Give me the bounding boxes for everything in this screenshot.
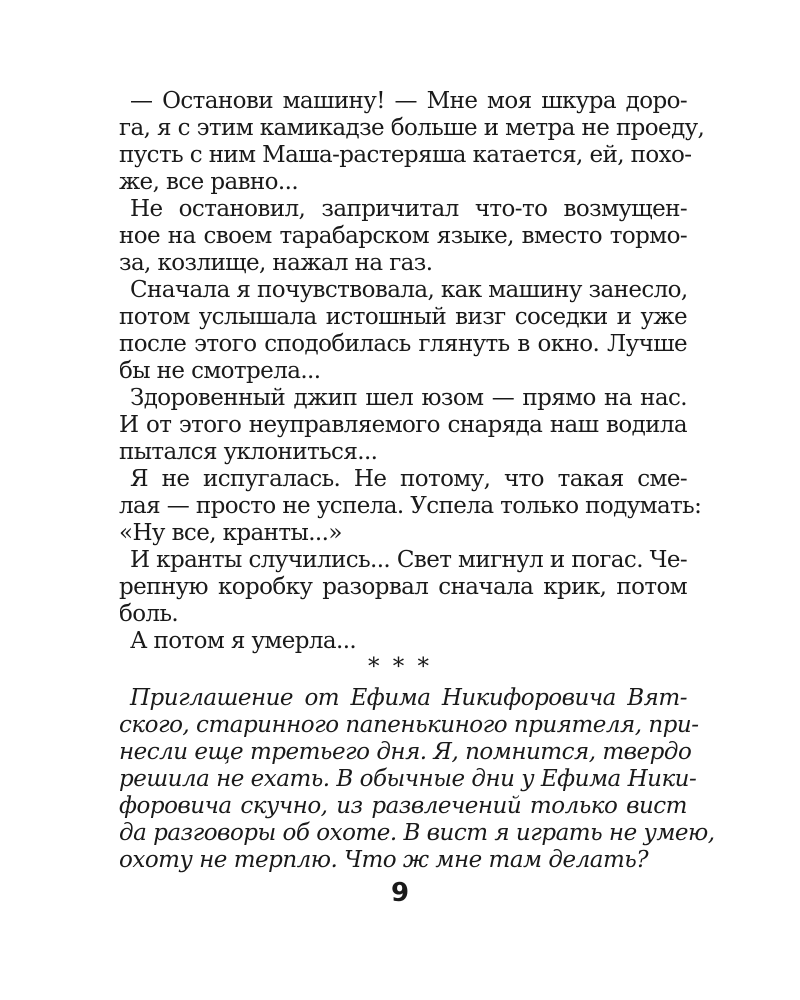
text-line: «Ну все, кранты...» [119, 520, 342, 546]
text-line: ное на своем тарабарском языке, вместо тормо- [119, 223, 687, 249]
italic-text [119, 685, 715, 874]
text-line: потом услышала истошный визг соседки и уже [119, 304, 687, 330]
italic-line: охоту не терплю. Что ж мне там делать? [119, 847, 649, 873]
page-number: 9 [390, 878, 410, 908]
text-line: — Останови машину! — Мне моя шкура доро- [130, 88, 687, 114]
text-line: Я не испугалась. Не потому, что такая сме- [130, 466, 687, 492]
text-line: Сначала я почувствовала, как машину занесло, [130, 277, 688, 303]
text-line: репную коробку разорвал сначала крик, потом [119, 574, 687, 600]
text-line: лая — просто не успела. Успела только подумать: [119, 493, 702, 519]
italic-line: Приглашение от Ефима Никифоровича Вят- [130, 685, 687, 711]
text-line: Здоровенный джип шел юзом — прямо на нас. [130, 385, 687, 411]
italic-line: да разговоры об охоте. В вист я играть не умею, [119, 820, 715, 846]
italic-line: ского, старинного папенькиного приятеля, при- [119, 712, 699, 738]
italic-line: несли еще третьего дня. Я, помнится, твердо [119, 739, 692, 765]
text-line: пытался уклониться... [119, 439, 378, 465]
text-line: га, я с этим камикадзе больше и метра не проеду, [119, 115, 705, 141]
text-line: И кранты случились... Свет мигнул и погас. Че- [130, 547, 687, 573]
italic-line: форовича скучно, из развлечений только вист [119, 793, 687, 819]
text-line: А потом я умерла... [130, 628, 357, 654]
text-line: боль. [119, 601, 179, 627]
text-line: бы не смотрела... [119, 358, 321, 384]
text-line: после этого сподобилась глянуть в окно. Лучше [119, 331, 687, 357]
text-line: пусть с ним Маша-растеряша катается, ей, похо- [119, 142, 692, 168]
text-line: Не остановил, запричитал что-то возмущен- [130, 196, 687, 222]
italic-line: решила не ехать. В обычные дни у Ефима Ники- [119, 766, 697, 792]
main-text [119, 88, 705, 655]
text-line: за, козлище, нажал на газ. [119, 250, 433, 276]
section-separator: * * * [367, 654, 433, 680]
text-line: И от этого неуправляемого снаряда наш водила [119, 412, 687, 438]
text-line: же, все равно... [119, 169, 299, 195]
